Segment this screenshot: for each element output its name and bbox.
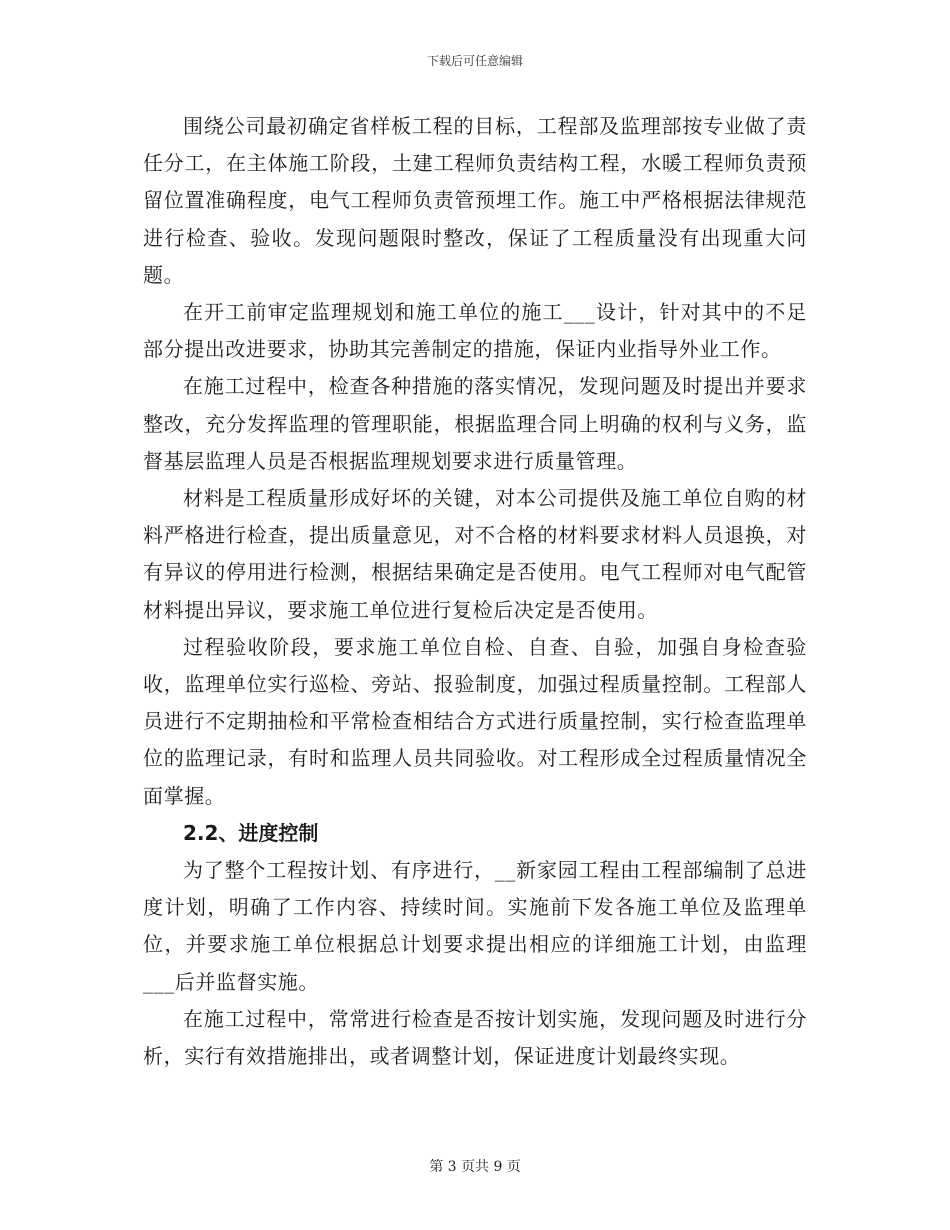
paragraph-construction-inspection: 在施工过程中，检查各种措施的落实情况，发现问题及时提出并要求整改，充分发挥监理的管理职能，根据监理合同上明确的权利与义务，监督基层监理人员是否根据监理规划要求进行质量管理。 <box>143 374 807 473</box>
page-number: 第 3 页共 9 页 <box>429 1159 521 1175</box>
paragraph-schedule-plan: 为了整个工程按计划、有序进行，__新家园工程由工程部编制了总进度计划，明确了工作内容、持续时间。实施前下发各施工单位及监理单位，并要求施工单位根据总计划要求提出相应的详细施工计划，由监理___后并监督实施。 <box>143 858 807 994</box>
page-header: 下载后可任意编辑 <box>426 54 523 68</box>
document-body <box>143 108 807 1075</box>
paragraph-plan-review: 在开工前审定监理规划和施工单位的施工___设计，针对其中的不足部分提出改进要求，协助其完善制定的措施，保证内业指导外业工作。 <box>143 300 807 362</box>
paragraph-quality-goal: 围绕公司最初确定省样板工程的目标，工程部及监理部按专业做了责任分工，在主体施工阶段，土建工程师负责结构工程，水暖工程师负责预留位置准确程度，电气工程师负责管预埋工作。施工中严格根据法律规范进行检查、验收。发现问题限时整改，保证了工程质量没有出现重大问题。 <box>143 114 807 287</box>
section-heading: 2.2、进度控制 <box>183 820 319 845</box>
paragraph-process-acceptance: 过程验收阶段，要求施工单位自检、自查、自验，加强自身检查验收，监理单位实行巡检、旁站、报验制度，加强过程质量控制。工程部人员进行不定期抽检和平常检查相结合方式进行质量控制，实行检查监理单位的监理记录，有时和监理人员共同验收。对工程形成全过程质量情况全面掌握。 <box>143 634 807 808</box>
paragraph-schedule-check: 在施工过程中，常常进行检查是否按计划实施，发现问题及时进行分析，实行有效措施排出，或者调整计划，保证进度计划最终实现。 <box>143 1006 807 1069</box>
paragraph-material-control: 材料是工程质量形成好坏的关键，对本公司提供及施工单位自购的材料严格进行检查，提出质量意见，对不合格的材料要求材料人员退换，对有异议的停用进行检测，根据结果确定是否使用。电气工程师对电气配管材料提出异议，要求施工单位进行复检后决定是否使用。 <box>143 486 807 622</box>
